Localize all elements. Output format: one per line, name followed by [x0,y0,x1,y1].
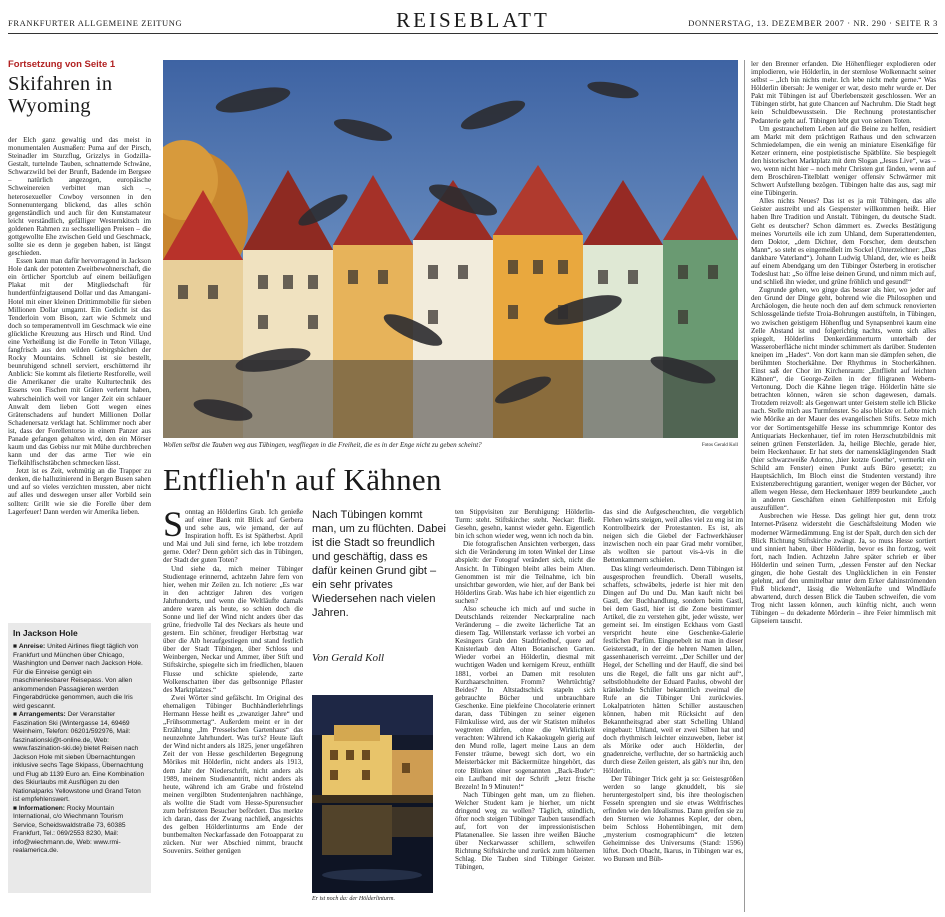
issue-info: DONNERSTAG, 13. DEZEMBER 2007 · NR. 290 · SEITE R 3 [688,18,938,28]
paragraph: Jetzt ist es Zeit, wehmütig an die Trapper zu denken, die halluzinierend in Bergen Busen sahen und auf so vieles verzichten mussten, aber nicht auf alles und deswegen unser aller Vorbild sein sollten: Grillt wie sie die Forelle über dem Lagerfeuer! Dann werden wir Amerika lieben. [8,467,151,516]
paragraph: Alles nichts Neues? Das ist es ja mit Tübingen, das alle Geister austreibt und als Gespenster willkommen heißt. Hier haben Ihre Tradition und Anstalt. Tübingen, du deutsche Stadt. Geht es deutscher? Schon dämmert es. Zwecks Bestätigung meines Vorurteils eile ich zum Uhland, dem Superattendenten, dem Doktor, „dem Dichter, dem Forscher, dem deutschen Mann“, so steht es eingemeißelt im Sockel (Unterzeichner: „Das dankbare Vaterland“). Johann Ludwig Uhland, der, wie es heißt auf einem Abendgang um den Tübinger Österberg in erotischer Todeslust hat: „So öffne leise deinen Grund, und nimm mich auf, und schließ ihn wieder, und grüne fröhlich und gesund!“ [751,197,936,287]
info-label: Anreise: [18,643,46,650]
left-article-title: Skifahren in Wyoming [8,73,113,117]
left-article-body [8,136,151,612]
paragraph: Zwei Wörter sind gefälscht. Im Original des ehemaligen Tübinger Buchhändlerlehrlings Hermann Hesse heißt es „zwanziger Jahre“ und „Frühsommertag“. Außerdem meint er in der Erzählung „Im Presselschen Gartenhaus“ das neunzehnte Jahrhundert. Was tut's? Heute läuft der Wind nicht anders als 1825, jener ungefähren Zeit der von Hesse geschilderten Begegnung Mörikes mit Hölderlin, nicht anders als 1913, dem Jahr der Niederschrift, nicht anders als 1989, meinem Studienantritt, nicht anders als heute, während ich am Grabe und fröstelnd meinen vergilbten Studentenjahren nachhänge, als wollte die Stadt vom Hesse-Spurensucher zum befristeten Besucher befördert. Das merkte ich daran, dass der Zwang nachließ, angesichts des gelben Hölderlinturms am Ende der buntbemalten Neckarfassade den Fotoapparat zu zücken. Nur wer Abschied nimmt, braucht Souvenirs. Seither genügen [163,693,303,856]
tower-photo [312,695,433,893]
tower-photo-caption: Er ist noch da: der Hölderlinturm. [312,896,395,902]
column-divider [744,60,745,912]
info-box [8,623,151,893]
paragraph: ler den Brenner erfanden. Die Höhenflieger explodieren oder implodieren, wie Hölderlin, in der sternlose Wolkennacht seiner selbst – „Ich bin nichts mehr. Ich lebe nicht mehr gerne.“ Was Hölderlin übersah: Je weniger er war, desto mehr wurde er. Der Pakt mit Tübingen ist auf Überlebenszeit geschlossen. Wer an Tübingen stirbt, hat gute Chancen auf Nachruhm. Die Stadt hegt kein Schuldbewusstsein. Die Rechnung protestantischer Pedanterie geht auf. Tübingen lebt gut von seinen Toten. [751,60,936,125]
info-entry: ■ Anreise: United Airlines fliegt täglich von Frankfurt und München über Chicago, Washington und Denver nach Jackson Hole. Für die Einreise genügt ein maschinenlesbarer Reisepass. Von allen ankommenden Passagieren werden Fingerabdrücke genommen, auch die Iris wird gescannt. [13,643,143,710]
info-text: United Airlines fliegt täglich von Frankfurt und München über Chicago, Washington und Denver nach Jackson Hole. Für die Einreise genügt ein maschinenlesbarer Reisepass. Von allen ankommenden Passagieren werden Fingerabdrücke genommen, auch die Iris wird gescannt. [13,643,143,710]
info-box-title: In Jackson Hole [13,628,78,638]
info-label: Informationen: [18,804,65,812]
byline: Von Gerald Koll [312,652,385,664]
info-label: Arrangements: [18,711,66,718]
masthead [8,4,938,34]
info-entry: ■ Arrangements: Der Veranstalter Faszination Ski (Wintergasse 14, 69469 Weinheim, Telefon: 06201/592976, Mail: faszinationski@t-online.de, Web: www.faszination-ski.de) bietet Reisen nach Jackson Hole mit sieben Übernachtungen inklusive sechs Tage Skipass, Übernachtung und Flug ab 1139 Euro an. Eine Kombination des Skiurlaubs mit Ausflügen zu den Nationalparks Yellowstone und Grand Teton ist empfehlenswert. [13,711,145,803]
main-photo-caption: Wollen selbst die Tauben weg aus Tübingen, wegfliegen in die Freiheit, die es in der Enge nicht zu geben scheint? [163,441,482,449]
paragraph: Um gestraucheltem Leben auf die Beine zu helfen, residiert am Markt mit dem prächtigen Rathaus und den schwarzen Schmiedelampen, die ein wenig an miniature Eisenkäfige für Ketzer erinnern, eine postpietistische Spätblüte. Sie bespiegelt den historischen Marktplatz mit dem Slogan „Jesus Live“, was – wo, wenn nicht hier – noch mehr Christen gut fänden, wenn auf dem Broschüren-Titelblatt weniger offensiv Schwärmer mit Schwert Aufstellung bezögen. Tübingen halte das aus, sagt mir eine Tübingerin. [751,124,936,198]
paragraph: das sind die Aufgescheuchten, die vergeblich Flehen wärts steigen, weil alles viel zu eng ist im Kontrollbezirk der Protestanten. Es ist, als neigen sich die Giebel der Fachwerkhäuser inzwischen noch ein paar Grad mehr vornüber, als wollten sie partout vis-à-vis in die Bettenkammern schielen. [603,508,743,565]
hoelderlin-tower-illustration [312,695,433,893]
paragraph: Die fotografischen Ansichten verbergen, dass sich die Veränderung im toten Winkel der Linse abspielt: der Fotograf verändert sich, nicht die Ansicht. In Tübingen bleibt alles beim Alten. Genommen ist mir die Teilnahme, ich bin unsichtbar geworden, wie hier, auf der Bank bei Hölderlins Grab. Was habe ich hier eigentlich zu suchen? [455,540,595,605]
first-paragraph-text: onntag an Hölderlins Grab. Ich genieße auf einer Bank mit Blick auf Gerbera und sehe aus, wie jemand, der auf Inspiration hofft. Es ist Spätherbst. April und Mai und Juli sind ferne, ich lebe trotzdem gerne. Oder? Denn gehört sich das in Tübingen, der Stadt der guten Toten? [163,508,303,565]
photo-credit: Fotos Gerald Koll [701,443,738,448]
article-column-3 [455,508,595,912]
paragraph: Essen kann man dafür hervorragend in Jackson Hole dank der potenten Zweitbewohnerschaft, die ein örtlicher Sportclub auf einem beiläufigen Plakat mit der Mitgliedschaft für hundertfünfzigtausend Dollar und das Amangani-Hotel mit einer kleinen Drittimmobilie für sieben Millionen Dollar umgarnt. Ein Gedicht ist das Tenderloin vom Bison, zart wie Schmelz und doch so temperamentvoll im Geschmack wie eine glückliche Kreuzung aus Hirsch und Rind. Und eine Verheißung ist die Forelle in Teton Village, fangfrisch aus den wilden Gebirgsbächen der Rocky Mountains. Schnell ist sie bestellt, beunruhigend schnell serviert, erschütternd ihr Anblick: Sie kommt als filetierte Restforelle, weil die Amerikaner die uralte Kulturtechnik des Essens von Fischen mit Gräten verlernt haben, wahrscheinlich weil vor langer Zeit ein schlauer Anwalt dem lieben Gott wegen eines Grätenschadens auf hundert Millionen Dollar Schadenersatz verklagt hat. Schlimmer noch aber ist, dass der Forellentorso in einem Panzer aus Panade gefangen gehalten wird, den ein Mörser kaum und das Gebiss nur mit Mühe durchbrechen kann und der das arme Tier wie ein Tiefkühlfischstäbchen schmecken lässt. [8,257,151,468]
article-column-4 [603,508,743,912]
paragraph: Also scheuche ich mich auf und suche in Deutschlands reizender Neckarpraline nach Veränderung – die zweite lächerliche Tat an diesem Tag. Willenstark verlasse ich vorbei an Kesingers Grab den Stadtfriedhof, quere auf Knisterlaub den Alten Botanischen Garten. Wieder vorbei an Hölderlin, diesmal mit wuchtigen Waden und kernigem Kreuz, enthüllt 1881, vorbei an Damen mit resoluten Kurzhaarschnitten. Fromm? Wehrtüchtig? Beides? In Altstadtschick stapeln sich gebrauchte Bücher und unbrauchbare Geschenke. Eine piekfeine Chocolaterie erinnert daran, dass Tübingen zu seiner eigenen Filmkulisse wird, aus der wir Statisten mühelos wegtreten dürfen, ohne die Wirklichkeit verachten: Während ich Kakaokugeln gierig auf den Mund rolle, lagert meine Laus an dem Fenster träume, bewegt sich dort, wo ein Meisterbäcker mit Bäckermütze hingehört, das rote Blinken einer sogenannten „Back-Bude“: ein Laufband mit der Schrift „Jetzt frische Brezeln! In 9 Minuten!“ [455,604,595,791]
pigeons-houses-illustration [163,60,738,438]
main-headline: Entflieh'n auf Kähnen [163,462,442,497]
paragraph: Ausbrechen wie Hesse. Das gelingt hier gut, denn trotz Internet-Präsenz widersteht die Geschäftsleitung Moden wie moderner Wärmedämmung. Eng ist der Spalt, durch den sich der Blick Richtung Stiftskirche zwängt. Ja, so muss Hesse sortiert und sinniert haben, über Hölderlin, bevor es ihn fortzog, weit fort, nach Indien. Achtzehn Jahre später schrieb er über Hölderlin und seinen Turm, „dessen Fenster auf den Neckar gingen, die hohe Gestalt des Unglücklichen in ein Fenster gelehnt, auf den unmittelbar unter dem Erker dahinströmenden Fluß blickend“, lässig die Weltenläufte und Windläufe abwartend, durch dessen Blick die Tauben schweifen, die vom Trog nicht lassen können, auch künftig nicht, auch wenn Tübingen – du dekadente Mörderin – ihre Feier himmlisch mit Gipseiern tauscht. [751,512,936,626]
main-photo [163,60,738,438]
kicker: Fortsetzung von Seite 1 [8,59,116,70]
section-title: REISEBLATT [396,8,550,32]
paragraph: Der Tübinger Trick geht ja so: Geistesgrößen werden so lange gknuddelt, bis sie heruntergestolpert sind, bis ihre theologischen Fesseln sprengten und sie etwas Weltfrisches erfinden wie den Idealismus. Dann greifen sie zu den Sternen wie Johannes Kepler, der oben, beim Schloss Hohentübingen, mit dem „mysterium cosmographicum“ die letzten Geheimnisse des Universums (Stand: 1596) lüftet. Doch Obacht, Ikarus, in Tübingen war es, wo Bunsen und Büh- [603,774,743,864]
article-column-1 [163,508,303,893]
paragraph: Und siehe da, mich meiner Tübinger Studientage erinnernd, achtzehn Jahre fern von hier, wehen mir Zeilen zu. Ich notiere: „Es war in den achtziger Jahren des vorigen Jahrhunderts, und wenn die Weltläufte damals andere waren als heute, so schien doch die Sonne und lief der Wind nicht anders über das grüne, friedvolle Tal des Neckars als heute und gestern. Ein schöner, freudiger Herbsttag war über die Alb heraufgestiegen und stand festlich über der Stadt Tübingen, über Schloss und Weinbergen, Neckar und Ammer, über Stift und Stiftskirche, spiegelte sich im friedlichen, blauen Flusse und schickte spielende, zarte Wolkenschatten über das gelbsonnige Pflaster des Marktplatzes.“ [163,564,303,694]
info-entry: ■ Informationen: Rocky Mountain International, c/o Wiechmann Tourism Service, Scheidswaldstraße 73, 60385 Frankfurt, Tel.: 069/2553 8230, Mail: info@wiechmann.de, Web: www.rmi-realamerica.de. [13,804,126,854]
newspaper-name: FRANKFURTER ALLGEMEINE ZEITUNG [8,18,183,28]
paragraph: Das klingt verleumderisch. Denn Tübingen ist ausgesprochen freundlich. Überall wuselts, schaffets, schwäbelts, jederle ist hier mit den Dingen auf Du und Du. Man kauft nicht bei Gastl, der Buchhandlung, sondern beim Gastl, bei dem Gastl, hier ist die Zone bestimmter Artikel, die zu verstehen gibt, jeder wüsste, wer gemeint sei. Im einstigen Eckhaus vom Gastl verspricht heute eine Geschenke-Galerie festlichen Parfüm. Eingenebelt ist man in dieser Geisterstadt, in der die hehren Namen lallen, gassenhauerisch verreimt. „Der Schiller und der Hegel, der Schelling und der Hauff, die sind bei uns die Regel, die fallt uns gar nicht auf“, selbstlobhudelte der Eduard Paulus, obwohl der kränkelnde Schiller bekanntlich zweimal die Rufe an die Tübinger Uni zurückwies. Lokalpatrioten hätten Schiller austauschen können, haben mit Rücksicht auf den Bekanntheitsgrad aber statt Schelling Uhland eingebaut: Uhland, weil er zwei Silben hat und doch rhythmisch leichter einzuweben, lieber ist als Mörike oder auch Hölderlin, der gnadenreiche, verfluchte, der so hartnäckig auch durch diese Zeilen geistert, als gäb's nur ihn, den Hölderlin. [603,564,743,775]
drop-cap: S [163,508,184,544]
paragraph: Zugrunde gehen, wo ginge das besser als hier, wo jeder auf den Grund der Dinge geht, bohrend wie die Philosophen und Archäologen, die heute noch den auf dem schmuck renovierten Schlossgelände tiefste Troia-Bohrungen austüfteln, in Tübingen, wo zwischen geistigem Höhenflug und Synapsenbrei kaum eine Zelle Abstand ist und folgerichtig nachts, wenn sich alles spiegelt, Hölderlins Denkerdämmerturm unterhalb der Wasseroberfläche nicht minder schimmert als darüber. Studenten kneipen im „Hades“. Von dort kann man sie dämpfen sehen, die berühmten Stocherkähne. Der Rhythmus in Stocherkähnen. Einst saß der Chor im Kirchenraum: „Entflieht auf leichten Kähnen“, die George-Zeilen in der filigranen Webern-Vertonung. Doch die Kähne liegen träge. Hölderlin hätte sie betrachten können, wären sie schon dagewesen, damals. Trotzdem reizvoll: als Gegenwart unter Geistern stelle ich Blicke nach. Stelle mich aus Turmfenster. So also blickte er. Lebte mich wie Mörike an der Mauer des evangelischen Stifts. Setze mich vor der Sortimentsgehilfe Hesse ins schummrige Kontor des Antiquariats Heckenhauer, tief im roten Herzschutzbildnis mit seinen grünen Fensterläden. Ja, heilige Blechle, gerade hier, beim Heckenhauer. Er hat stets der namenskläglingenden Stadt (hier schwarzweiße Adorno, ,hier kotzte Goethe‘, vermerkt ein Schild am Fenster) einen Punkt aufs Büro gesetzt; zu Hauptsächlich, Im Bloch einst die Studenten verstand) ihre Existenzberechtigung garantiert, weniger wegen der Bücher, vor allem wegen Hesse, dem Heckenhauer 1899 beurkundete „auch in anderen Geschäften einen Gehilfenposten mit Erfolg auszufüllen“. [751,286,936,513]
paragraph: ten Stippvisiten zur Beruhigung: Hölderlin-Turm: steht. Stiftskirche: steht. Neckar: fließt. Gesehn, gesehn, kannst wieder gehn. Eigentlich bin ich schon wieder weg, wenn ich noch da bin. [455,508,595,541]
pull-quote: Nach Tübingen kommt man, um zu flüchten. Dabei ist die Stadt so freundlich und geschäftig, dass es dafür keinen Grund gibt – ein sehr privates Wiedersehen nach vielen Jahren. [312,509,446,619]
paragraph: Nach Tübingen geht man, um zu fliehen. Welcher Student kam je hierher, um nicht dringend weg zu wollen? Täglich, stündlich, öfter noch steigen Tübinger Tauben tausendfach auf, fort von der impressionistischen Platanenallee. Sie lassen ihre weißen Bäuche über Neckarwasser schillern, schweifen Richtung Stiftskirche und zurück zum hölzernen Schlag. Die Tauben sind Tübinger Geister. Tübingen, [455,790,595,872]
info-text: Der Veranstalter Faszination Ski (Wintergasse 14, 69469 Weinheim, Telefon: 06201/592976, Mail: faszinationski@t-online.de, Web: www.faszination-ski.de) bietet Reisen nach Jackson Hole mit sieben Übernachtungen inklusive sechs Tage Skipass, Übernachtung und Flug ab 1139 Euro an. Eine Kombination des Skiurlaubs mit Ausflügen zu den Nationalparks Yellowstone und Grand Teton ist empfehlenswert. [13,711,145,803]
paragraph: der Elch ganz gewaltig und das meist in monumentalen Ausmaßen: Puma auf der Pirsch, Steinadler im Sturzflug, Grizzlys in Godzilla-Gestalt, turtelnde Tauben, schnatternde Schwäne, Schwarzwild bei der Brunft, Badende im Bergsee – natürlich angezogen, europäische Schweinereien verbittet man sich –, heterosexueller Cowboy versonnen in den Sonnenuntergang blickend, das alles schön gegenständlich und auch für den Kunstamateur leicht verständlich, gefälliger Westernkitsch im goldenen Rahmen zu sechsstelligen Preisen – die gottgewollte Ehe zwischen Geld und Geschmack, sollte sie es denn je gegeben haben, ist längst geschieden. [8,136,151,258]
paragraph [163,508,303,565]
info-text: Rocky Mountain International, c/o Wiechmann Tourism Service, Scheidswaldstraße 73, 60385 Frankfurt, Tel.: 069/2553 8230, Mail: info@wiechmann.de, Web: www.rmi-realamerica.de. [13,804,126,854]
article-column-5 [751,60,936,912]
